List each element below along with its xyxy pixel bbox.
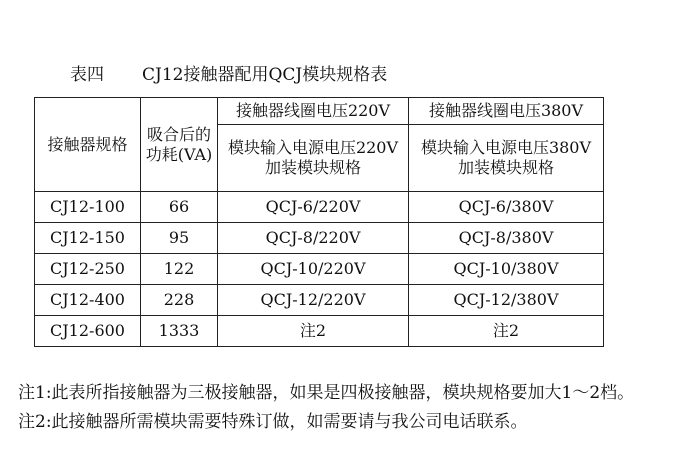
header-220: 接触器线圈电压220V: [218, 98, 409, 125]
cell-220: QCJ-12/220V: [218, 285, 409, 316]
header-380: 接触器线圈电压380V: [409, 98, 604, 125]
cell-power: 66: [141, 192, 218, 223]
footnote-2: 注2:此接触器所需模块需要特殊订做，如需要请与我公司电话联系。: [18, 412, 528, 432]
cell-power: 228: [141, 285, 218, 316]
cell-220: QCJ-10/220V: [218, 254, 409, 285]
cell-spec: CJ12-600: [35, 316, 141, 347]
cell-power: 122: [141, 254, 218, 285]
table-row: [35, 285, 604, 316]
table-title: CJ12接触器配用QCJ模块规格表: [142, 65, 388, 85]
cell-power: 1333: [141, 316, 218, 347]
table-row: [35, 223, 604, 254]
table-caption: [70, 60, 387, 85]
cell-220: QCJ-6/220V: [218, 192, 409, 223]
cell-spec: CJ12-100: [35, 192, 141, 223]
cell-spec: CJ12-250: [35, 254, 141, 285]
subheader-220-text: 模块输入电源电压220V加装模块规格: [227, 138, 399, 177]
table-row: [35, 254, 604, 285]
table-number: 表四: [70, 65, 104, 85]
subheader-380: [409, 125, 604, 192]
header-power: [141, 98, 218, 192]
header-power-text: 吸合后的功耗(VA): [145, 124, 213, 164]
header-row: [35, 98, 604, 125]
cell-380: QCJ-6/380V: [409, 192, 604, 223]
spec-table: [34, 97, 604, 347]
subheader-380-text: 模块输入电源电压380V加装模块规格: [420, 138, 592, 177]
cell-220: 注2: [218, 316, 409, 347]
footnote-1: 注1:此表所指接触器为三极接触器，如果是四极接触器，模块规格要加大1～2档。: [18, 383, 635, 403]
cell-power: 95: [141, 223, 218, 254]
cell-spec: CJ12-400: [35, 285, 141, 316]
cell-380: QCJ-10/380V: [409, 254, 604, 285]
cell-spec: CJ12-150: [35, 223, 141, 254]
header-spec: 接触器规格: [35, 98, 141, 192]
cell-380: QCJ-8/380V: [409, 223, 604, 254]
table-row: [35, 316, 604, 347]
cell-380: QCJ-12/380V: [409, 285, 604, 316]
table-row: [35, 192, 604, 223]
cell-380: 注2: [409, 316, 604, 347]
subheader-220: [218, 125, 409, 192]
cell-220: QCJ-8/220V: [218, 223, 409, 254]
